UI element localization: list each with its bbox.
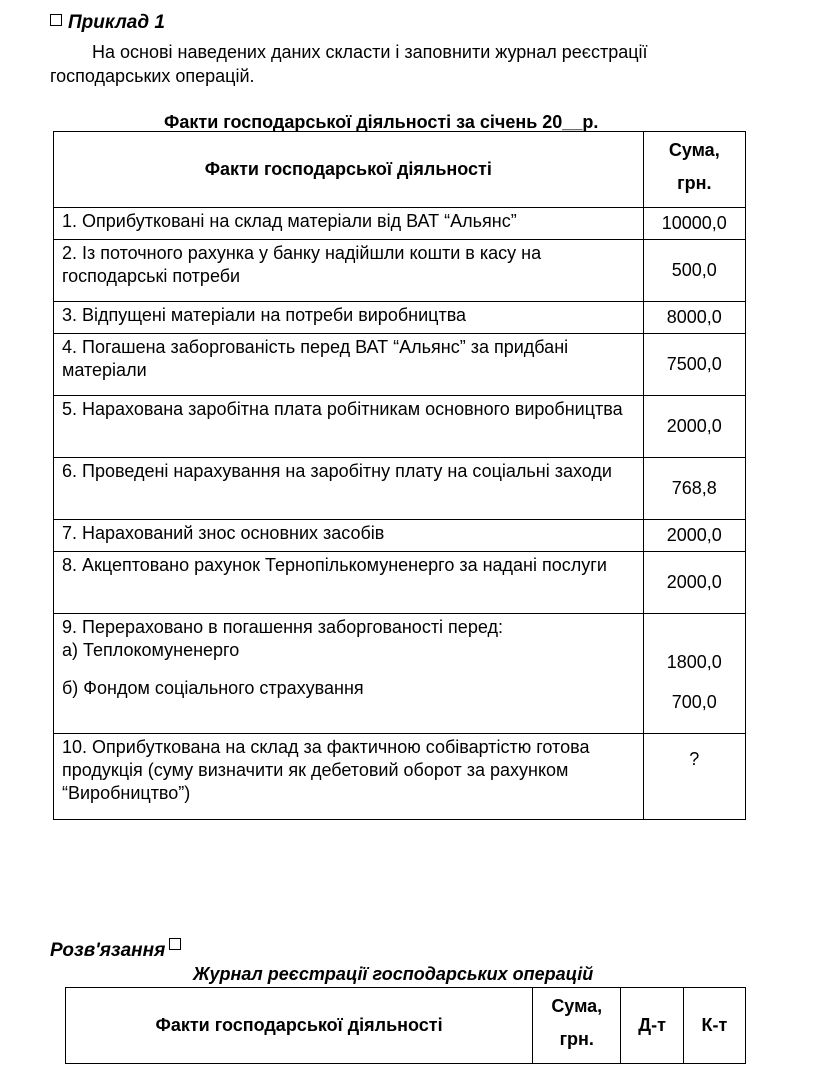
- solution-title: Розв'язання: [50, 940, 166, 961]
- amount-row9-a: 1800,0: [666, 651, 722, 672]
- amount-cell: 8000,0: [643, 302, 745, 334]
- fact-cell: 10. Оприбуткована на склад за фактичною собівартістю готова продукція (суму визначити як дебетовий оборот за рахунком “Виробництво”): [54, 734, 644, 820]
- amount-cell: 2000,0: [643, 520, 745, 552]
- header-amount-line2: грн.: [677, 173, 712, 193]
- journal-header-debit: Д-т: [621, 988, 683, 1064]
- amount-cell: 10000,0: [643, 208, 745, 240]
- amount-cell: [643, 614, 745, 734]
- header-facts: Факти господарської діяльності: [54, 132, 644, 208]
- journal-table-header: [66, 988, 746, 1064]
- solution-heading: [50, 938, 181, 962]
- fact-row9-b: б) Фондом соціального страхування: [62, 678, 364, 698]
- fact-cell: [54, 614, 644, 734]
- table-row: [54, 520, 746, 552]
- table-row: [54, 302, 746, 334]
- journal-header-amount: [533, 988, 621, 1064]
- amount-cell: 2000,0: [643, 396, 745, 458]
- fact-cell: 1. Оприбутковані на склад матеріали від ВАТ “Альянс”: [54, 208, 644, 240]
- amount-cell: 7500,0: [643, 334, 745, 396]
- amount-cell: 500,0: [643, 240, 745, 302]
- checkbox-square-icon: [169, 938, 181, 950]
- fact-row9-main: 9. Перераховано в погашення заборгованості перед:: [62, 617, 503, 637]
- amount-cell: 2000,0: [643, 552, 745, 614]
- header-amount-line1: Сума,: [668, 140, 720, 160]
- journal-header-facts: Факти господарської діяльності: [66, 988, 533, 1064]
- table-row: [54, 734, 746, 820]
- fact-cell: 6. Проведені нарахування на заробітну плату на соціальні заходи: [54, 458, 644, 520]
- table-row: [54, 614, 746, 734]
- table-row: [54, 458, 746, 520]
- task-description: На основі наведених даних скласти і заповнити журнал реєстрації господарських операцій.: [50, 42, 648, 86]
- fact-cell: 4. Погашена заборгованість перед ВАТ “Альянс” за придбані матеріали: [54, 334, 644, 396]
- fact-cell: 5. Нарахована заробітна плата робітникам основного виробництва: [54, 396, 644, 458]
- amount-cell: ?: [643, 734, 745, 820]
- table-row: [54, 396, 746, 458]
- fact-cell: 3. Відпущені матеріали на потреби виробництва: [54, 302, 644, 334]
- example-title: Приклад 1: [68, 12, 165, 33]
- journal-table-caption: Журнал реєстрації господарських операцій: [193, 964, 594, 984]
- table-row: [54, 208, 746, 240]
- journal-table: [65, 987, 746, 1064]
- fact-cell: 2. Із поточного рахунка у банку надійшли кошти в касу на господарські потреби: [54, 240, 644, 302]
- table-row: [54, 552, 746, 614]
- table-row: [54, 334, 746, 396]
- checkbox-square-icon: [50, 14, 62, 26]
- facts-table-caption: Факти господарської діяльності за січень 20__р.: [164, 112, 599, 132]
- header-amount: [643, 132, 745, 208]
- facts-table-header: [54, 132, 746, 208]
- example-heading: [50, 12, 165, 34]
- amount-cell: 768,8: [643, 458, 745, 520]
- journal-header-credit: К-т: [683, 988, 745, 1064]
- amount-row9-b: 700,0: [671, 691, 717, 712]
- journal-header-amount-line1: Сума,: [551, 996, 603, 1016]
- journal-header-amount-line2: грн.: [559, 1029, 594, 1049]
- fact-cell: 8. Акцептовано рахунок Тернопількомуненерго за надані послуги: [54, 552, 644, 614]
- fact-row9-a: а) Теплокомуненерго: [62, 640, 240, 660]
- table-row: [54, 240, 746, 302]
- fact-cell: 7. Нарахований знос основних засобів: [54, 520, 644, 552]
- facts-table: [53, 131, 746, 820]
